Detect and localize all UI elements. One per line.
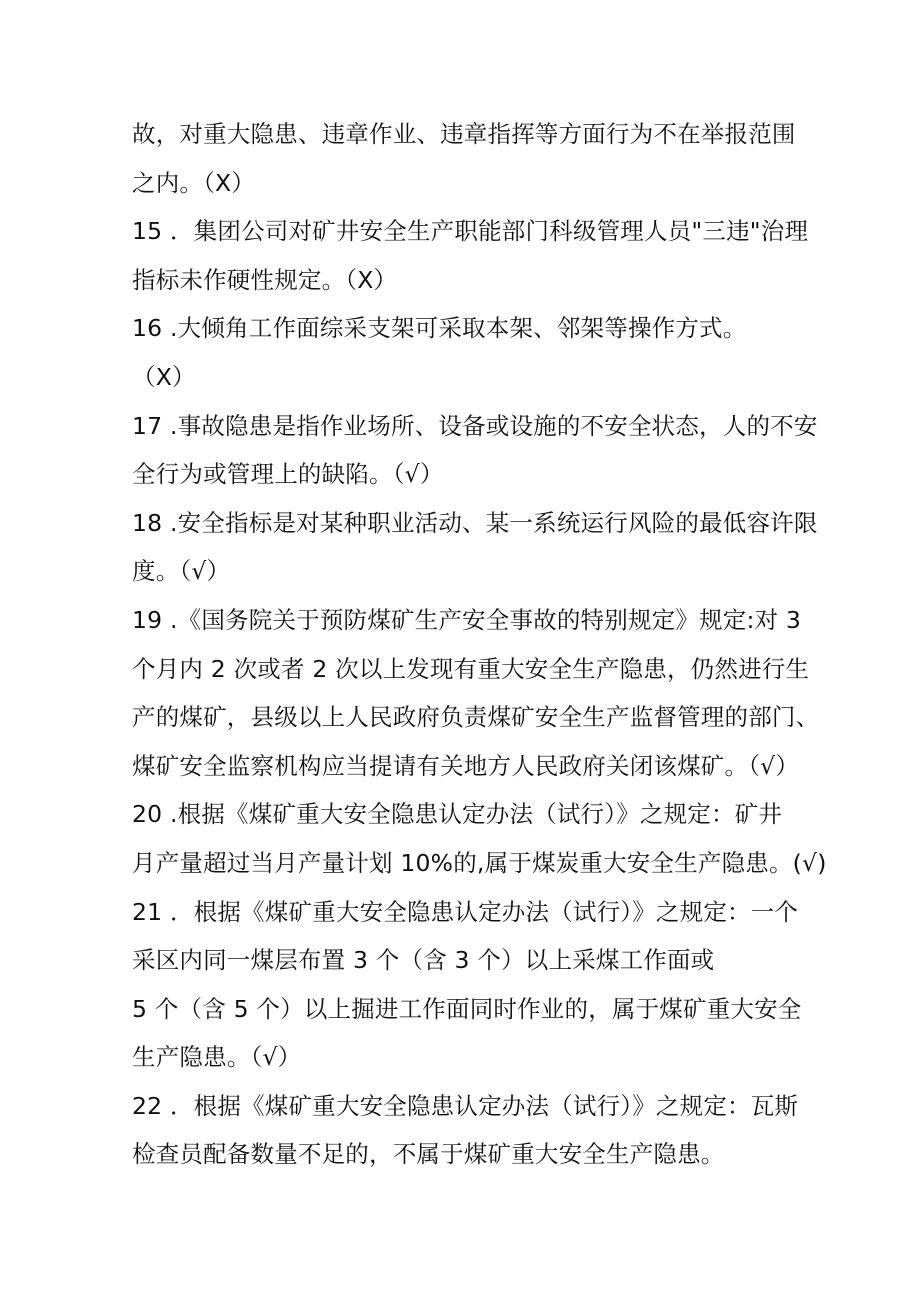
text-line: 检查员配备数量不足的，不属于煤矿重大安全生产隐患。 — [132, 1140, 725, 1169]
text-line: 19 .《国务院关于预防煤矿生产安全事故的特别规定》规定:对 3 — [132, 605, 802, 634]
text-line: 煤矿安全监察机构应当提请有关地方人民政府关闭该煤矿。（√） — [132, 751, 800, 780]
text-line: （X） — [132, 362, 196, 391]
text-line: 20 .根据《煤矿重大安全隐患认定办法（试行）》之规定：矿井 — [132, 800, 783, 829]
text-line: 16 .大倾角工作面综采支架可采取本架、邻架等操作方式。 — [132, 314, 747, 343]
text-line: 全行为或管理上的缺陷。（√） — [132, 460, 444, 489]
text-line: 指标未作硬性规定。（X） — [132, 265, 398, 294]
text-line: 21 ．根据《煤矿重大安全隐患认定办法（试行）》之规定：一个 — [132, 897, 799, 926]
text-line: 5 个（含 5 个）以上掘进工作面同时作业的，属于煤矿重大安全 — [132, 994, 802, 1023]
text-line: 15 ．集团公司对矿井安全生产职能部门科级管理人员"三违"治理 — [132, 217, 809, 246]
text-line: 采区内同一煤层布置 3 个（含 3 个）以上采煤工作面或 — [132, 946, 715, 975]
text-line: 产的煤矿，县级以上人民政府负责煤矿安全生产监督管理的部门、 — [132, 703, 820, 732]
text-line: 17 .事故隐患是指作业场所、设备或设施的不安全状态，人的不安 — [132, 411, 818, 440]
text-line: 月产量超过当月产量计划 10%的,属于煤炭重大安全生产隐患。(√) — [132, 848, 827, 877]
document-body — [132, 110, 827, 1179]
text-line: 之内。（X） — [132, 168, 256, 197]
text-line: 18 .安全指标是对某种职业活动、某一系统运行风险的最低容许限 — [132, 508, 818, 537]
text-line: 个月内 2 次或者 2 次以上发现有重大安全生产隐患，仍然进行生 — [132, 654, 810, 683]
text-line: 故，对重大隐患、违章作业、违章指挥等方面行为不在举报范围 — [132, 120, 796, 148]
text-line: 度。（√） — [132, 557, 231, 586]
text-line: 22 ．根据《煤矿重大安全隐患认定办法（试行）》之规定：瓦斯 — [132, 1091, 799, 1120]
text-line: 生产隐患。（√） — [132, 1043, 302, 1072]
